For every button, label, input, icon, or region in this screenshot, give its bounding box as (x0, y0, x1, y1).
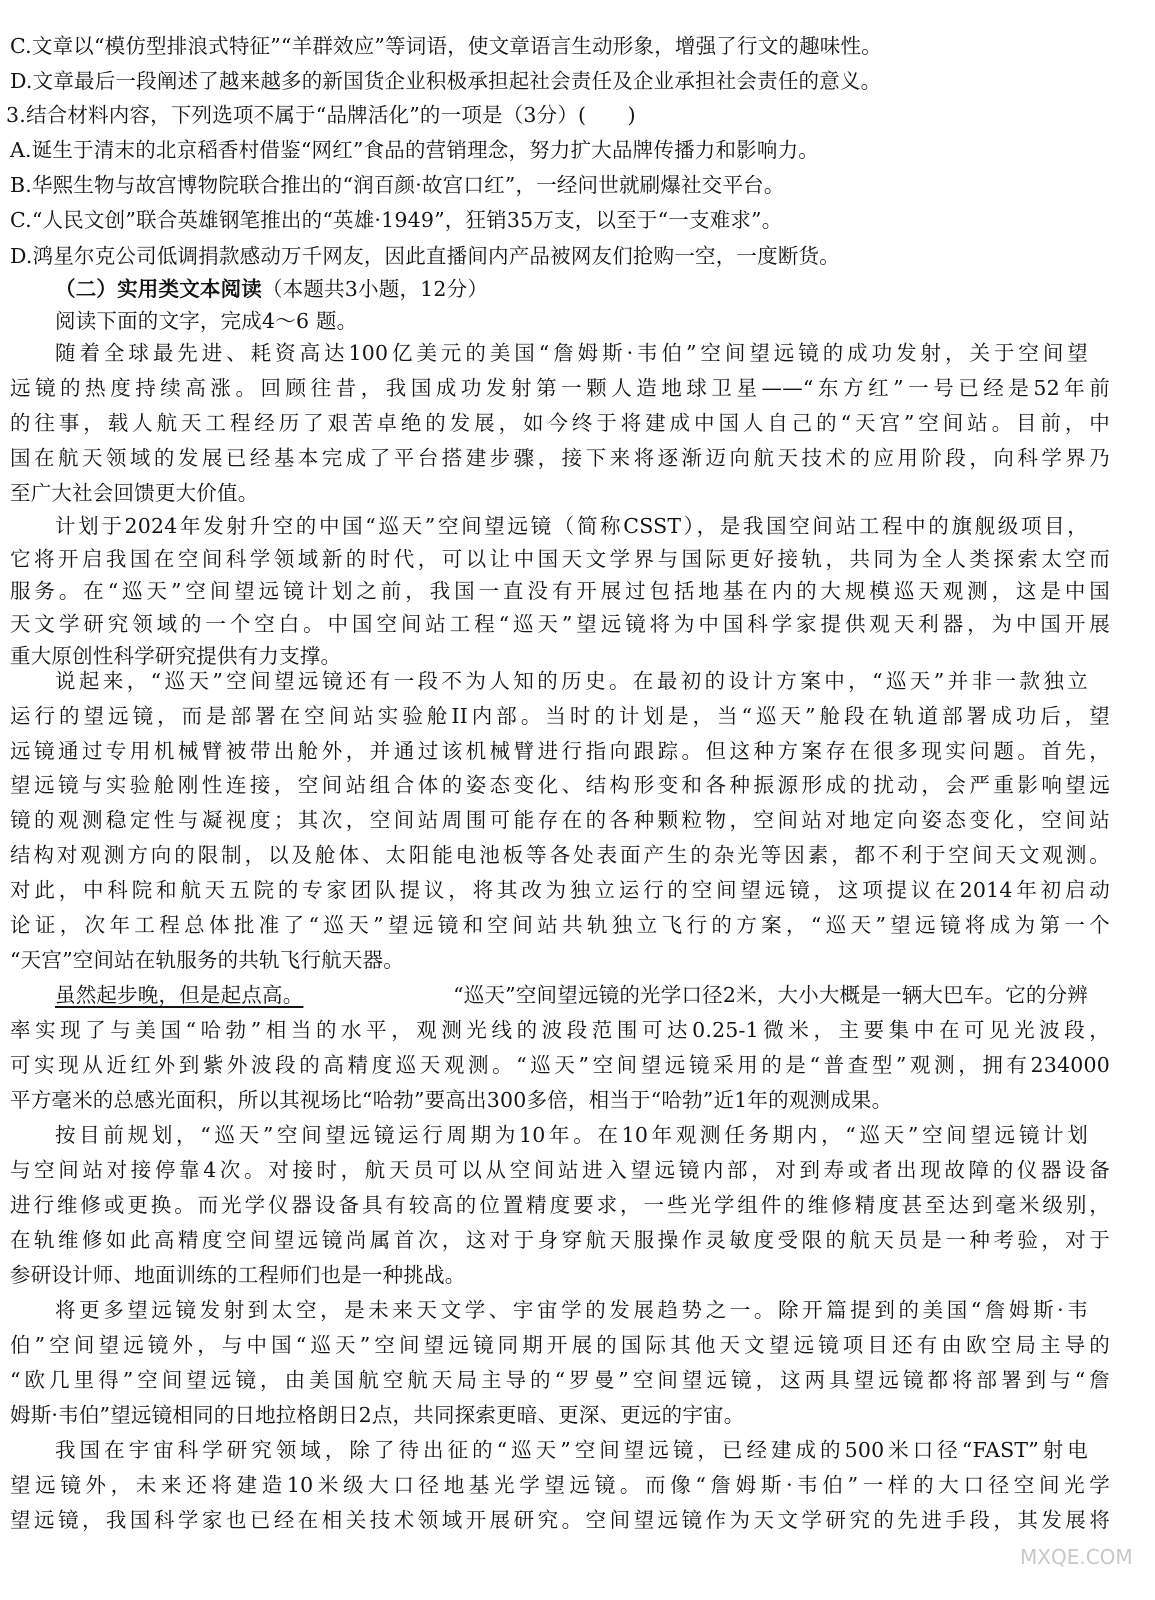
p5-line-5: 参研设计师、地面训练的工程师们也是一种挑战。 (10, 1263, 466, 1287)
p4-underlined-phrase: 虽然起步晚，但是起点高。 (55, 983, 304, 1007)
p7-line-3: 望远镜，我国科学家也已经在相关技术领域开展研究。空间望远镜作为天文学研究的先进手段，其发展将 (10, 1508, 1110, 1532)
section-heading (55, 275, 1155, 303)
q3-option-d: D.鸿星尔克公司低调捐款感动万千网友，因此直播间内产品被网友们抢购一空，一度断货。 (10, 244, 840, 268)
p4-line-2: 率实现了与美国“哈勃”相当的水平，观测光线的波段范围可达0.25-1微米，主要集中在可见光波段， (10, 1018, 1110, 1042)
q2-option-d: D.文章最后一段阐述了越来越多的新国货企业积极承担起社会责任及企业承担社会责任的意义。 (10, 69, 882, 93)
p1-line-3: 的往事，载人航天工程经历了艰苦卓绝的发展，如今终于将建成中国人自己的“天宫”空间站。目前，中 (10, 411, 1110, 435)
q3-option-a: A.诞生于清末的北京稻香村借鉴“网红”食品的营销理念，努力扩大品牌传播力和影响力。 (10, 138, 819, 162)
p6-line-4: 姆斯·韦伯”望远镜相同的日地拉格朗日2点，共同探索更暗、更深、更远的宇宙。 (10, 1403, 745, 1427)
p3-line-2: 运行的望远镜，而是部署在空间站实验舱II内部。当时的计划是，当“巡天”舱段在轨道部署成功后，望 (10, 704, 1110, 728)
p3-line-3: 远镜通过专用机械臂被带出舱外，并通过该机械臂进行指向跟踪。但这种方案存在很多现实问题。首先， (10, 739, 1110, 763)
p3-line-1: 说起来，“巡天”空间望远镜还有一段不为人知的历史。在最初的设计方案中，“巡天”并非一款独立 (55, 669, 1088, 693)
p3-line-6: 结构对观测方向的限制，以及舱体、太阳能电池板等各处表面产生的杂光等因素，都不利于空间天文观测。 (10, 843, 1110, 867)
p6-line-1: 将更多望远镜发射到太空，是未来天文学、宇宙学的发展趋势之一。除开篇提到的美国“詹姆斯·韦 (55, 1298, 1088, 1322)
p7-line-2: 望远镜外，未来还将建造10米级大口径地基光学望远镜。而像“詹姆斯·韦伯”一样的大口径空间光学 (10, 1473, 1110, 1497)
watermark: MXQE.COM (1020, 1545, 1133, 1569)
p2-line-4: 天文学研究领域的一个空白。中国空间站工程“巡天”望远镜将为中国科学家提供观天利器，为中国开展 (10, 612, 1110, 636)
p3-line-7: 对此，中科院和航天五院的专家团队提议，将其改为独立运行的空间望远镜，这项提议在2014年初启动 (10, 878, 1110, 902)
p2-line-3: 服务。在“巡天”空间望远镜计划之前，我国一直没有开展过包括地基在内的大规模巡天观测，这是中国 (10, 579, 1110, 603)
p3-line-9: “天宫”空间站在轨服务的共轨飞行航天器。 (10, 948, 404, 972)
q3-option-c: C.“人民文创”联合英雄钢笔推出的“英雄·1949”，狂销35万支，以至于“一支难求”。 (10, 208, 783, 232)
p2-line-2: 它将开启我国在空间科学领域新的时代，可以让中国天文学界与国际更好接轨，共同为全人类探索太空而 (10, 547, 1110, 571)
p3-line-4: 望远镜与实验舱刚性连接，空间站组合体的姿态变化、结构形变和各种振源形成的扰动，会严重影响望远 (10, 773, 1110, 797)
p4-line-3: 可实现从近红外到紫外波段的高精度巡天观测。“巡天”空间望远镜采用的是“普查型”观测，拥有234000 (10, 1053, 1110, 1077)
p2-line-1: 计划于2024年发射升空的中国“巡天”空间望远镜（简称CSST），是我国空间站工程中的旗舰级项目， (55, 514, 1088, 538)
q2-option-c: C.文章以“模仿型排浪式特征”“羊群效应”等词语，使文章语言生动形象，增强了行文的趣味性。 (10, 34, 882, 58)
p6-line-2: 伯”空间望远镜外，与中国“巡天”空间望远镜同期开展的国际其他天文望远镜项目还有由欧空局主导的 (10, 1333, 1110, 1357)
p6-line-3: “欧几里得”空间望远镜，由美国航空航天局主导的“罗曼”空间望远镜，这两具望远镜都将部署到与“詹 (10, 1368, 1110, 1392)
q3-option-b: B.华熙生物与故宫博物院联合推出的“润百颜·故宫口红”，一经问世就刷爆社交平台。 (10, 173, 785, 197)
p4-line-1 (55, 981, 1088, 1009)
p1-line-1: 随着全球最先进、耗资高达100亿美元的美国“詹姆斯·韦伯”空间望远镜的成功发射，关于空间望 (55, 341, 1088, 365)
section-heading-title: （二）实用类文本阅读 (55, 277, 262, 301)
p1-line-5: 至广大社会回馈更大价值。 (10, 481, 259, 505)
p5-line-2: 与空间站对接停靠4次。对接时，航天员可以从空间站进入望远镜内部，对到寿或者出现故障的仪器设备 (10, 1158, 1110, 1182)
p3-line-8: 论证，次年工程总体批准了“巡天”望远镜和空间站共轨独立飞行的方案，“巡天”望远镜将成为第一个 (10, 913, 1110, 937)
p4-line-4: 平方毫米的总感光面积，所以其视场比“哈勃”要高出300多倍，相当于“哈勃”近1年的观测成果。 (10, 1088, 893, 1112)
p7-line-1: 我国在宇宙科学研究领域，除了待出征的“巡天”空间望远镜，已经建成的500米口径“FAST”射电 (55, 1438, 1088, 1462)
p2-line-5: 重大原创性科学研究提供有力支撑。 (10, 644, 342, 668)
p3-line-5: 镜的观测稳定性与凝视度；其次，空间站周围可能存在的各种颗粒物，空间站对地定向姿态变化，空间站 (10, 808, 1110, 832)
section-instruction: 阅读下面的文字，完成4～6 题。 (55, 309, 358, 333)
p1-line-2: 远镜的热度持续高涨。回顾往昔，我国成功发射第一颗人造地球卫星——“东方红”一号已经是52年前 (10, 376, 1110, 400)
p4-line-1-rest: “巡天”空间望远镜的光学口径2米，大小大概是一辆大巴车。它的分辨 (453, 983, 1088, 1007)
p1-line-4: 国在航天领域的发展已经基本完成了平台搭建步骤，接下来将逐渐迈向航天技术的应用阶段，向科学界乃 (10, 446, 1110, 470)
section-heading-note: （本题共3小题，12分） (262, 277, 489, 301)
p5-line-4: 在轨维修如此高精度空间望远镜尚属首次，这对于身穿航天服操作灵敏度受限的航天员是一种考验，对于 (10, 1228, 1110, 1252)
p5-line-3: 进行维修或更换。而光学仪器设备具有较高的位置精度要求，一些光学组件的维修精度甚至达到毫米级别， (10, 1193, 1110, 1217)
p5-line-1: 按目前规划，“巡天”空间望远镜运行周期为10年。在10年观测任务期内，“巡天”空间望远镜计划 (55, 1123, 1088, 1147)
q3-stem: 3.结合材料内容，下列选项不属于“品牌活化”的一项是（3分）( ) (6, 103, 636, 127)
